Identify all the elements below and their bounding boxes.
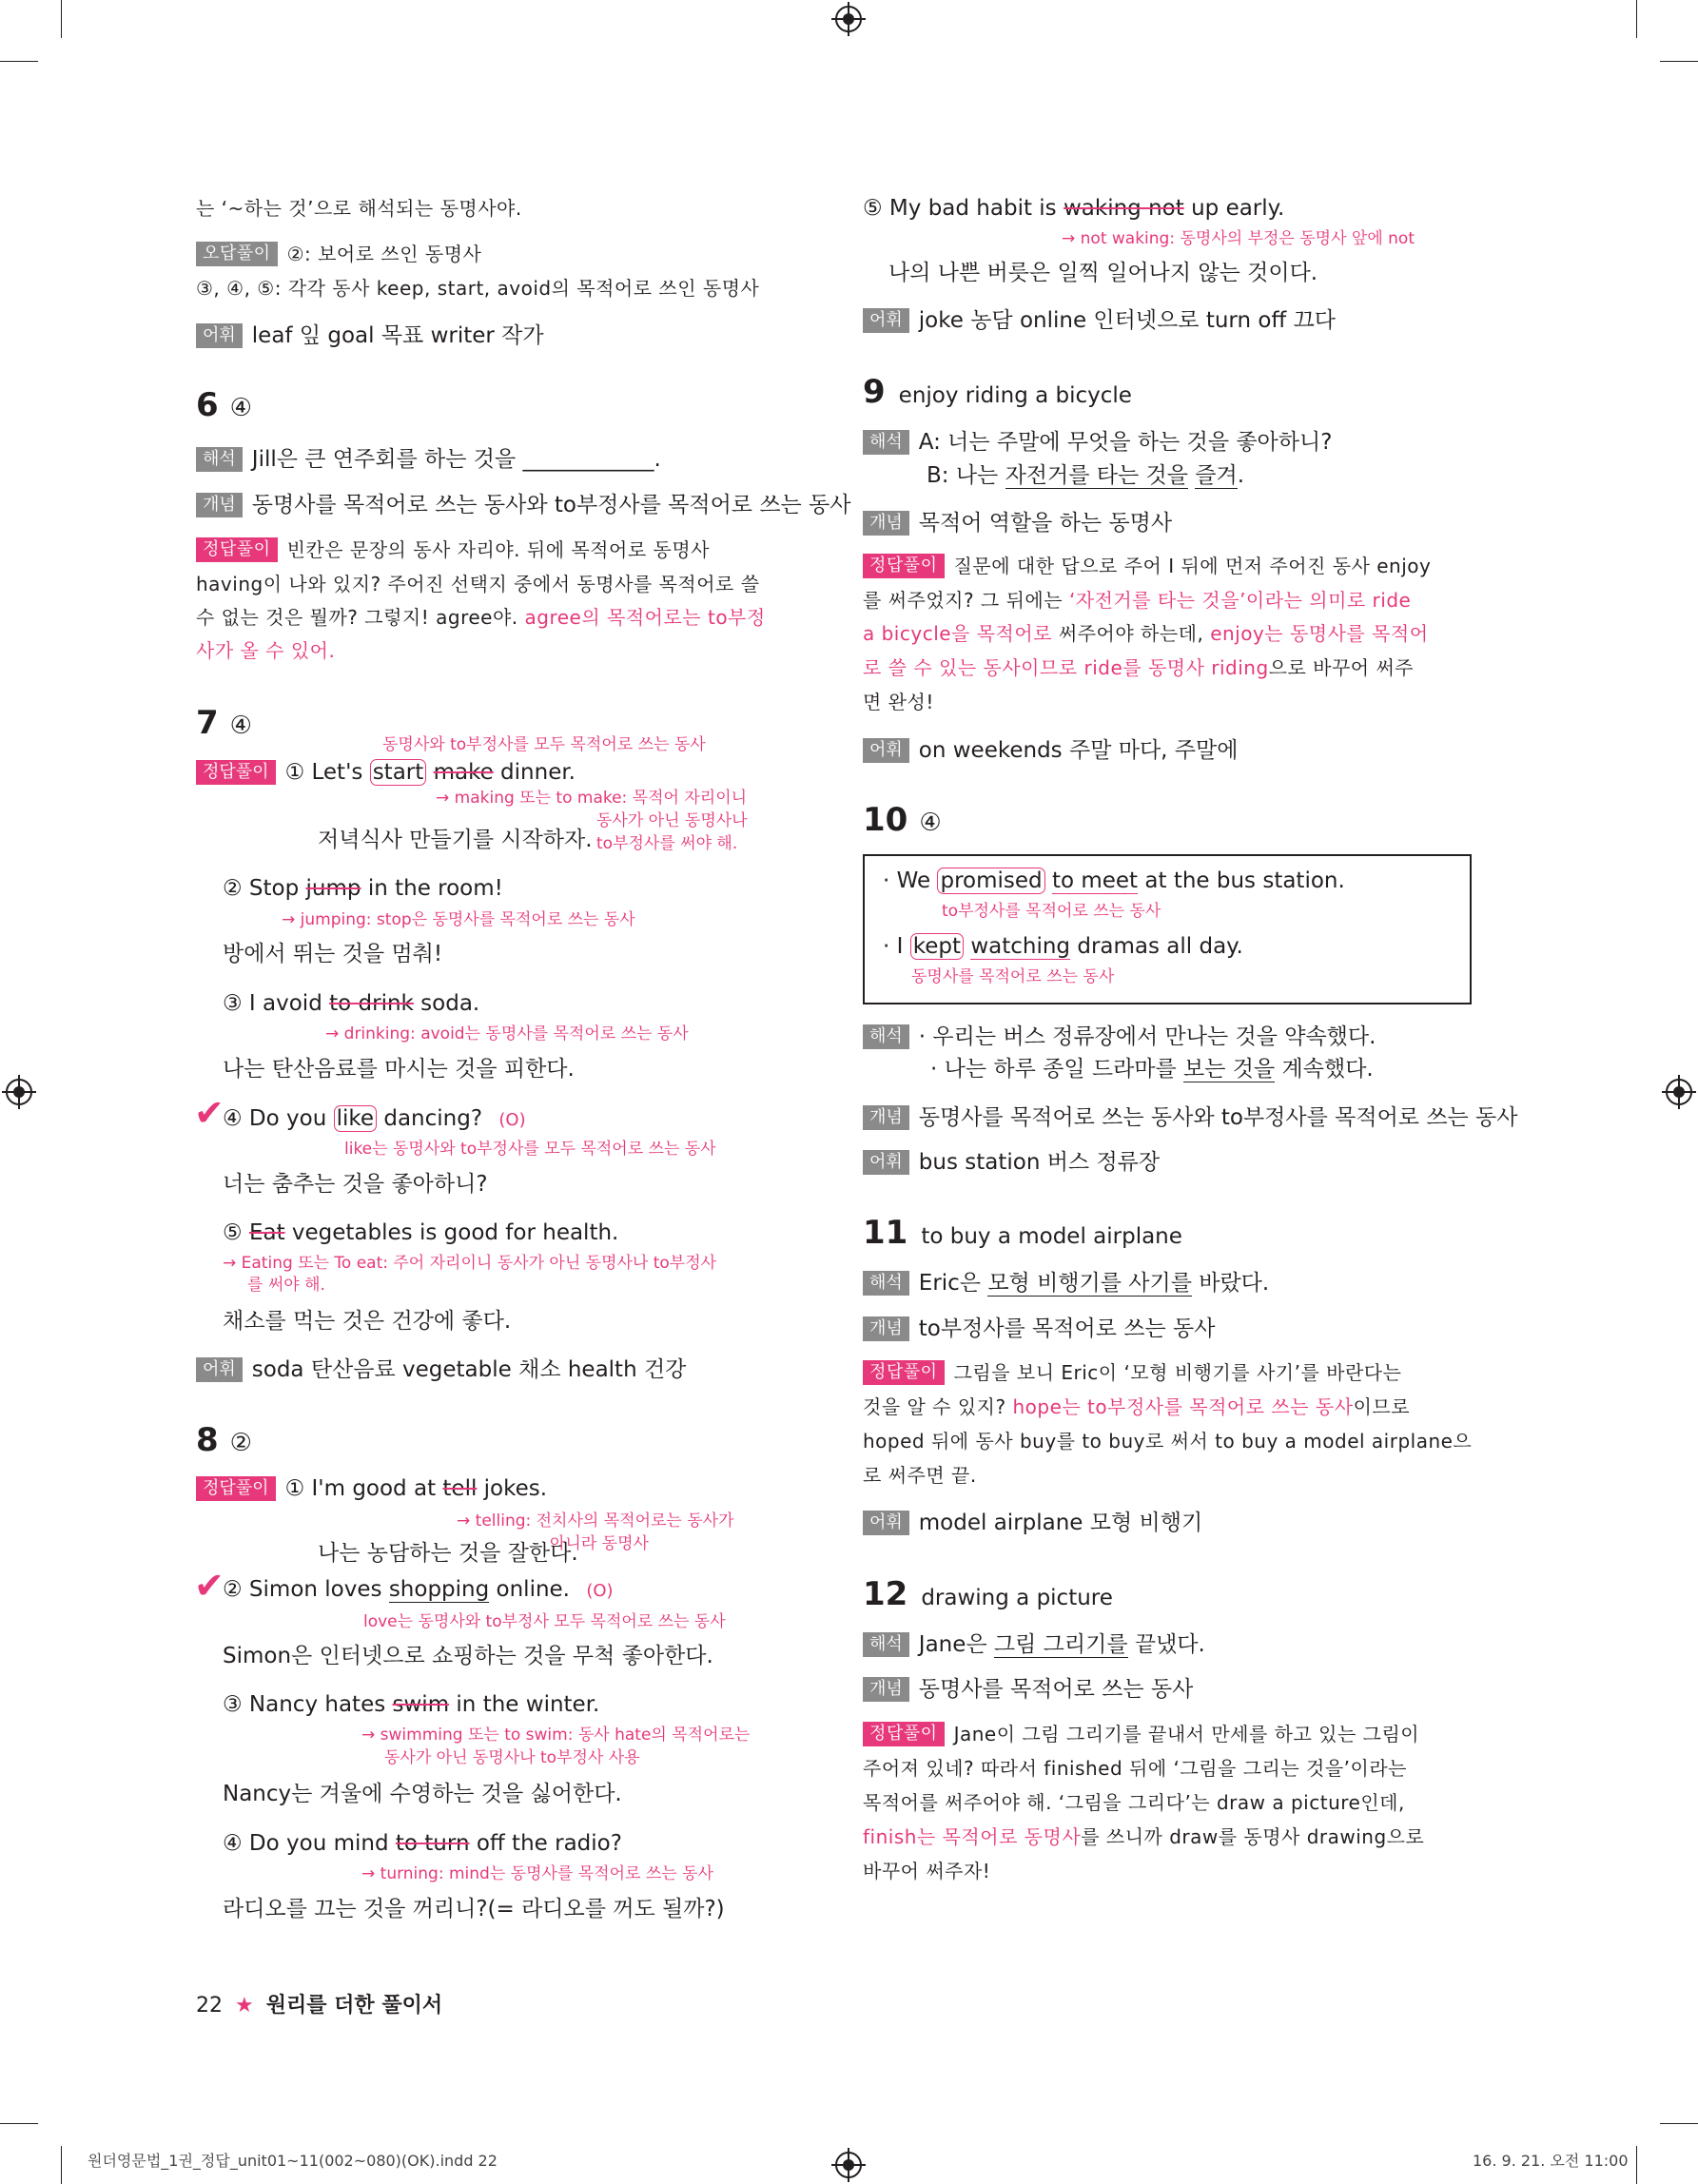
- question-number: [863, 1575, 1113, 1613]
- solution-highlight: hope는 to부정사를 목적어로 쓰는 동사: [1012, 1395, 1354, 1418]
- solution-text: 바꾸어 써주자!: [863, 1860, 991, 1882]
- question-number-text: 10: [863, 801, 908, 839]
- korean-translation: 나는 탄산음료를 마시는 것을 피한다.: [223, 1057, 575, 1082]
- handwritten-note: → swimming 또는 to swim: 동사 hate의 목적어로는: [361, 1726, 751, 1745]
- translation-text: Jill은 큰 연주회를 하는 것을 ____________.: [251, 447, 661, 472]
- struck-word: Eat: [248, 1220, 285, 1245]
- handwritten-note: → Eating 또는 To eat: 주어 자리이니 동사가 아닌 동명사나 to부정사: [223, 1254, 717, 1273]
- struck-word: tell: [442, 1476, 478, 1501]
- translation-tag: 해석: [863, 1024, 909, 1049]
- handwritten-note: 아니라 동명사: [550, 1534, 649, 1553]
- handwritten-note: 동사가 아닌 동명사나: [596, 811, 748, 830]
- wrong-answer-tag: 오답풀이: [196, 242, 278, 266]
- vocab-text: on weekends 주말 마다, 주말에: [918, 738, 1239, 763]
- question-number-text: 11: [863, 1214, 908, 1252]
- sentence-text: ① I'm good at: [284, 1476, 443, 1501]
- question-number: [863, 1214, 1182, 1252]
- concept-tag: 개념: [196, 493, 243, 517]
- solution-row: [863, 552, 1431, 580]
- crop-mark: [0, 2123, 38, 2124]
- circled-verb: like: [334, 1105, 377, 1132]
- vocab-text: leaf 잎 goal 목표 writer 작가: [251, 323, 544, 348]
- translation-tag: 해석: [863, 1271, 909, 1296]
- underlined-phrase: 모형 비행기를 사기를: [987, 1271, 1192, 1296]
- korean-translation: 나는 농담하는 것을 잘한다.: [318, 1541, 578, 1566]
- solution-text-part: 써주어야 하는데,: [1052, 622, 1211, 645]
- solution-tag: 정답풀이: [196, 1476, 276, 1501]
- solution-tag: 정답풀이: [863, 554, 945, 578]
- translation-row: [863, 1630, 1205, 1659]
- vocab-tag: 어휘: [863, 738, 909, 763]
- registration-mark-icon: [6, 1079, 32, 1105]
- sentence-row: [223, 1104, 526, 1135]
- sentence-text: ⑤ My bad habit is: [863, 196, 1064, 221]
- solution-text: 질문에 대한 답으로 주어 I 뒤에 먼저 주어진 동사 enjoy: [953, 555, 1432, 577]
- translation-tag: 해석: [863, 430, 909, 455]
- concept-text: 동명사를 목적어로 쓰는 동사와 to부정사를 목적어로 쓰는 동사: [918, 1105, 1518, 1130]
- concept-row: [863, 1315, 1215, 1343]
- handwritten-note: to부정사를 써야 해.: [596, 834, 738, 853]
- sentence-text: ② Stop: [223, 876, 306, 901]
- underlined-phrase: 그림 그리기를: [993, 1632, 1128, 1657]
- vocab-tag: 어휘: [863, 1150, 909, 1175]
- solution-highlight: 사가 올 수 있어.: [196, 639, 336, 662]
- solution-text: 그림을 보니 Eric이 ‘모형 비행기를 사기’를 바란다는: [953, 1361, 1402, 1384]
- underlined-phrase: 보는 것을: [1183, 1057, 1276, 1082]
- translation-part: 바랐다.: [1191, 1271, 1270, 1296]
- solution-text: 로 써주면 끝.: [863, 1464, 977, 1487]
- solution-row: [863, 1720, 1419, 1748]
- underlined-phrase: to meet: [1051, 868, 1139, 893]
- handwritten-note: → jumping: stop은 동명사를 목적어로 쓰는 동사: [282, 910, 635, 929]
- handwritten-note: 동명사와 to부정사를 모두 목적어로 쓰는 동사: [382, 735, 706, 754]
- correct-mark: (O): [498, 1110, 526, 1130]
- translation-part: Jane은: [918, 1632, 994, 1657]
- question-number-text: 12: [863, 1575, 908, 1613]
- solution-row: [863, 1358, 1401, 1387]
- crop-mark: [1660, 61, 1698, 62]
- solution-text: hoped 뒤에 동사 buy를 to buy로 써서 to buy a model airplane으: [863, 1430, 1473, 1453]
- question-number-text: 9: [863, 373, 886, 411]
- translation-row: [863, 1023, 1376, 1051]
- translation-row: [863, 1269, 1269, 1297]
- vocab-text: model airplane 모형 비행기: [918, 1511, 1203, 1535]
- solution-text: 면 완성!: [863, 691, 934, 713]
- wrong-answer-text: ②: 보어로 쓰인 동명사: [286, 243, 482, 265]
- solution-text-part: 이므로: [1353, 1395, 1411, 1418]
- sentence-text: ③ Nancy hates: [223, 1692, 393, 1717]
- korean-translation: 라디오를 끄는 것을 꺼리니?(= 라디오를 꺼도 될까?): [223, 1897, 725, 1921]
- sentence-row: [223, 1575, 614, 1606]
- registration-mark-icon: [835, 6, 862, 32]
- sentence-text: · We: [883, 868, 938, 893]
- solution-text: [863, 1393, 1410, 1421]
- solution-text: [196, 603, 766, 632]
- handwritten-note: → not waking: 동명사의 부정은 동명사 앞에 not: [1062, 229, 1415, 248]
- translation-part: .: [1237, 463, 1245, 488]
- sentence-text: vegetables is good for health.: [284, 1220, 619, 1245]
- question-number-text: 7: [196, 704, 219, 742]
- solution-text: [863, 1823, 1424, 1851]
- translation-row: [863, 428, 1332, 457]
- solution-text: [863, 619, 1429, 648]
- solution-text: Jane이 그림 그리기를 끝내서 만세를 하고 있는 그림이: [953, 1723, 1420, 1745]
- sentence-row: [863, 194, 1284, 223]
- sentence-text: soda.: [413, 991, 480, 1016]
- handwritten-note: love는 동명사와 to부정사 모두 목적어로 쓰는 동사: [363, 1612, 726, 1631]
- sentence-row: [223, 1219, 618, 1247]
- korean-translation: 저녁식사 만들기를 시작하자.: [318, 828, 593, 852]
- translation-part: · 나는 하루 종일 드라마를: [930, 1057, 1184, 1082]
- translation-tag: 해석: [863, 1632, 909, 1657]
- solution-highlight: finish는 목적어로 동명사: [863, 1825, 1082, 1848]
- solution-text: 빈칸은 문장의 동사 자리야. 뒤에 목적어로 동명사: [286, 538, 710, 561]
- solution-text: [863, 653, 1414, 682]
- solution-text: 주어져 있네? 따라서 finished 뒤에 ‘그림을 그리는 것을’이라는: [863, 1757, 1407, 1780]
- file-slug: 원더영문법_1권_정답_unit01~11(002~080)(OK).indd 22: [88, 2152, 498, 2170]
- vocab-row: [863, 1148, 1160, 1177]
- checkmark-icon: ✔: [194, 1565, 224, 1607]
- handwritten-note: to부정사를 목적어로 쓰는 동사: [942, 902, 1161, 921]
- concept-text: to부정사를 목적어로 쓰는 동사: [918, 1316, 1216, 1341]
- vocab-row: [196, 322, 544, 350]
- question-number-text: 6: [196, 386, 219, 424]
- concept-row: [863, 1675, 1193, 1704]
- sentence-text: dramas all day.: [1070, 934, 1243, 959]
- translation-part: 계속했다.: [1275, 1057, 1374, 1082]
- translation-text: [930, 1055, 1374, 1083]
- sentence-text: ① Let's: [284, 760, 370, 785]
- handwritten-note: 동사가 아닌 동명사나 to부정사 사용: [384, 1748, 640, 1767]
- struck-word: to turn: [395, 1831, 470, 1856]
- sentence-text: dancing?: [377, 1106, 483, 1131]
- vocab-tag: 어휘: [863, 1511, 909, 1535]
- checkmark-icon: ✔: [194, 1092, 224, 1134]
- sentence-text: in the room!: [361, 876, 503, 901]
- crop-mark: [1636, 0, 1637, 38]
- concept-tag: 개념: [863, 1316, 909, 1341]
- question-number: [863, 373, 1132, 411]
- correct-mark: (O): [586, 1581, 614, 1601]
- vocab-tag: 어휘: [863, 308, 909, 333]
- crop-mark: [61, 0, 62, 38]
- vocab-text: soda 탄산음료 vegetable 채소 health 건강: [251, 1357, 687, 1382]
- struck-word: waking not: [1063, 196, 1184, 221]
- translation-part: B: 나는: [927, 463, 1005, 488]
- struck-word: swim: [392, 1692, 450, 1717]
- sentence-row: [223, 989, 479, 1018]
- question-number: [196, 1421, 252, 1459]
- solution-highlight: a bicycle을 목적어로: [863, 622, 1053, 645]
- answer-mark: ④: [229, 394, 252, 422]
- translation-text: · 우리는 버스 정류장에서 만나는 것을 약속했다.: [918, 1024, 1376, 1049]
- example-sentence: [883, 932, 1243, 961]
- wrong-answer-text: ③, ④, ⑤: 각각 동사 keep, start, avoid의 목적어로 쓰인 동명사: [196, 277, 760, 300]
- handwritten-note: 동명사를 목적어로 쓰는 동사: [911, 967, 1115, 986]
- translation-row: [196, 445, 661, 474]
- concept-tag: 개념: [863, 1105, 909, 1130]
- vocab-row: [863, 306, 1336, 335]
- underlined-phrase: 즐겨: [1195, 463, 1238, 488]
- question-number-text: 8: [196, 1421, 219, 1459]
- solution-text-part: 으로 바꾸어 써주: [1268, 656, 1415, 679]
- sentence-text: · I: [883, 934, 910, 959]
- sentence-text: up early.: [1183, 196, 1285, 221]
- solution-row: [196, 536, 710, 564]
- handwritten-note: → telling: 전치사의 목적어로는 동사가: [457, 1511, 734, 1531]
- sentence-text: ③ I avoid: [223, 991, 330, 1016]
- translation-part: 끝냈다.: [1127, 1632, 1205, 1657]
- circled-verb: promised: [937, 868, 1044, 894]
- solution-row: [196, 1474, 547, 1503]
- translation-part: Eric은: [918, 1271, 988, 1296]
- sentence-text: in the winter.: [449, 1692, 600, 1717]
- concept-text: 동명사를 목적어로 쓰는 동사와 to부정사를 목적어로 쓰는 동사: [251, 493, 851, 517]
- example-sentence: [883, 867, 1345, 895]
- struck-word: to drink: [329, 991, 414, 1016]
- question-number: [863, 801, 942, 839]
- answer-mark: ②: [229, 1429, 252, 1457]
- handwritten-note: → making 또는 to make: 목적어 자리이니: [436, 789, 748, 808]
- concept-text: 목적어 역할을 하는 동명사: [918, 511, 1173, 536]
- korean-translation: 너는 춤추는 것을 좋아하니?: [223, 1172, 488, 1197]
- solution-text: 목적어를 써주어야 해. ‘그림을 그리다’는 draw a picture인데,: [863, 1791, 1405, 1814]
- translation-text: [927, 461, 1244, 490]
- handwritten-note: → turning: mind는 동명사를 목적어로 쓰는 동사: [361, 1864, 713, 1883]
- solution-text-part: 것을 알 수 있지?: [863, 1395, 1013, 1418]
- sentence-text: ④ Do you: [223, 1106, 334, 1131]
- solution-highlight: agree의 목적어로는 to부정: [524, 606, 766, 629]
- underlined-phrase: 자전거를 타는 것을: [1005, 463, 1188, 488]
- sentence-text: ② Simon loves: [223, 1577, 389, 1602]
- circled-verb: start: [370, 759, 427, 786]
- answer-text: enjoy riding a bicycle: [898, 383, 1132, 408]
- vocab-row: [863, 736, 1238, 765]
- solution-tag: 정답풀이: [196, 537, 278, 562]
- sentence-text: jokes.: [477, 1476, 548, 1501]
- solution-tag: 정답풀이: [196, 760, 276, 785]
- sentence-row: [223, 1829, 622, 1858]
- korean-translation: 나의 나쁜 버릇은 일찍 일어나지 않는 것이다.: [888, 261, 1318, 285]
- underlined-word: shopping: [388, 1577, 490, 1602]
- korean-translation: Simon은 인터넷으로 쇼핑하는 것을 무척 좋아한다.: [223, 1644, 713, 1668]
- page-footer: [196, 1992, 442, 2020]
- struck-word: make: [433, 760, 494, 785]
- intro-text: 는 ‘~하는 것’으로 해석되는 동명사야.: [196, 197, 522, 220]
- korean-translation: 방에서 뛰는 것을 멈춰!: [223, 942, 443, 966]
- concept-tag: 개념: [863, 511, 909, 536]
- handwritten-note: like는 동명사와 to부정사를 모두 목적어로 쓰는 동사: [344, 1140, 716, 1159]
- print-date: 16. 9. 21. 오전 11:00: [1473, 2152, 1629, 2170]
- sentence-text: ④ Do you mind: [223, 1831, 396, 1856]
- vocab-text: joke 농담 online 인터넷으로 turn off 끄다: [918, 308, 1337, 333]
- concept-row: [196, 491, 851, 519]
- solution-highlight: enjoy는 동명사를 목적어: [1210, 622, 1429, 645]
- underlined-phrase: watching: [970, 934, 1071, 959]
- crop-mark: [61, 2146, 62, 2184]
- korean-translation: Nancy는 겨울에 수영하는 것을 싫어한다.: [223, 1782, 622, 1806]
- circled-verb: kept: [910, 933, 964, 960]
- solution-tag: 정답풀이: [863, 1722, 945, 1746]
- korean-translation: 채소를 먹는 것은 건강에 좋다.: [223, 1309, 512, 1334]
- star-icon: ★: [235, 1994, 254, 2018]
- sentence-text: at the bus station.: [1138, 868, 1345, 893]
- solution-text-part: 를 써주었지? 그 뒤에는: [863, 589, 1069, 612]
- sentence-text: online.: [489, 1577, 570, 1602]
- crop-mark: [0, 61, 38, 62]
- solution-highlight: 로 쓸 수 있는 동사이므로 ride를 동명사 riding: [863, 656, 1269, 679]
- registration-mark-icon: [1666, 1079, 1692, 1105]
- concept-row: [863, 509, 1172, 537]
- struck-word: jump: [305, 876, 361, 901]
- question-number: [196, 704, 252, 742]
- crop-mark: [1636, 2146, 1637, 2184]
- sentence-text: off the radio?: [469, 1831, 622, 1856]
- answer-text: drawing a picture: [921, 1586, 1113, 1610]
- crop-mark: [1660, 2123, 1698, 2124]
- vocab-row: [196, 1355, 686, 1384]
- question-number: [196, 386, 252, 424]
- translation-text: A: 너는 주말에 무엇을 하는 것을 좋아하니?: [918, 430, 1333, 455]
- solution-text: having이 나와 있지? 주어진 선택지 중에서 동명사를 목적어로 쓸: [196, 573, 760, 595]
- registration-mark-icon: [835, 2152, 862, 2178]
- book-title: 원리를 더한 풀이서: [265, 1994, 443, 2018]
- solution-highlight: ‘자전거를 타는 것을’이라는 의미로 ride: [1068, 589, 1412, 612]
- translation-tag: 해석: [196, 447, 243, 472]
- vocab-tag: 어휘: [196, 1357, 243, 1382]
- wrong-answer-row: [196, 240, 481, 268]
- solution-row: [196, 758, 576, 787]
- sentence-text: ⑤: [223, 1220, 249, 1245]
- sentence-row: [223, 1690, 599, 1719]
- concept-tag: 개념: [863, 1677, 909, 1702]
- page-number: 22: [196, 1994, 223, 2018]
- answer-mark: ④: [919, 809, 942, 837]
- solution-text-part: 수 없는 것은 뭘까? 그렇지! agree야.: [196, 606, 525, 629]
- solution-tag: 정답풀이: [863, 1360, 945, 1385]
- vocab-row: [863, 1509, 1202, 1537]
- concept-row: [863, 1103, 1518, 1132]
- solution-text-part: 를 쓰니까 draw를 동명사 drawing으로: [1081, 1825, 1425, 1848]
- vocab-tag: 어휘: [196, 323, 243, 348]
- answer-mark: ④: [229, 712, 252, 740]
- solution-text: [863, 586, 1411, 614]
- answer-text: to buy a model airplane: [921, 1224, 1182, 1249]
- concept-text: 동명사를 목적어로 쓰는 동사: [918, 1677, 1194, 1702]
- handwritten-note: → drinking: avoid는 동명사를 목적어로 쓰는 동사: [325, 1024, 689, 1043]
- sentence-row: [223, 874, 503, 903]
- vocab-text: bus station 버스 정류장: [918, 1150, 1161, 1175]
- sentence-text: dinner.: [493, 760, 576, 785]
- handwritten-note: 를 써야 해.: [247, 1276, 325, 1295]
